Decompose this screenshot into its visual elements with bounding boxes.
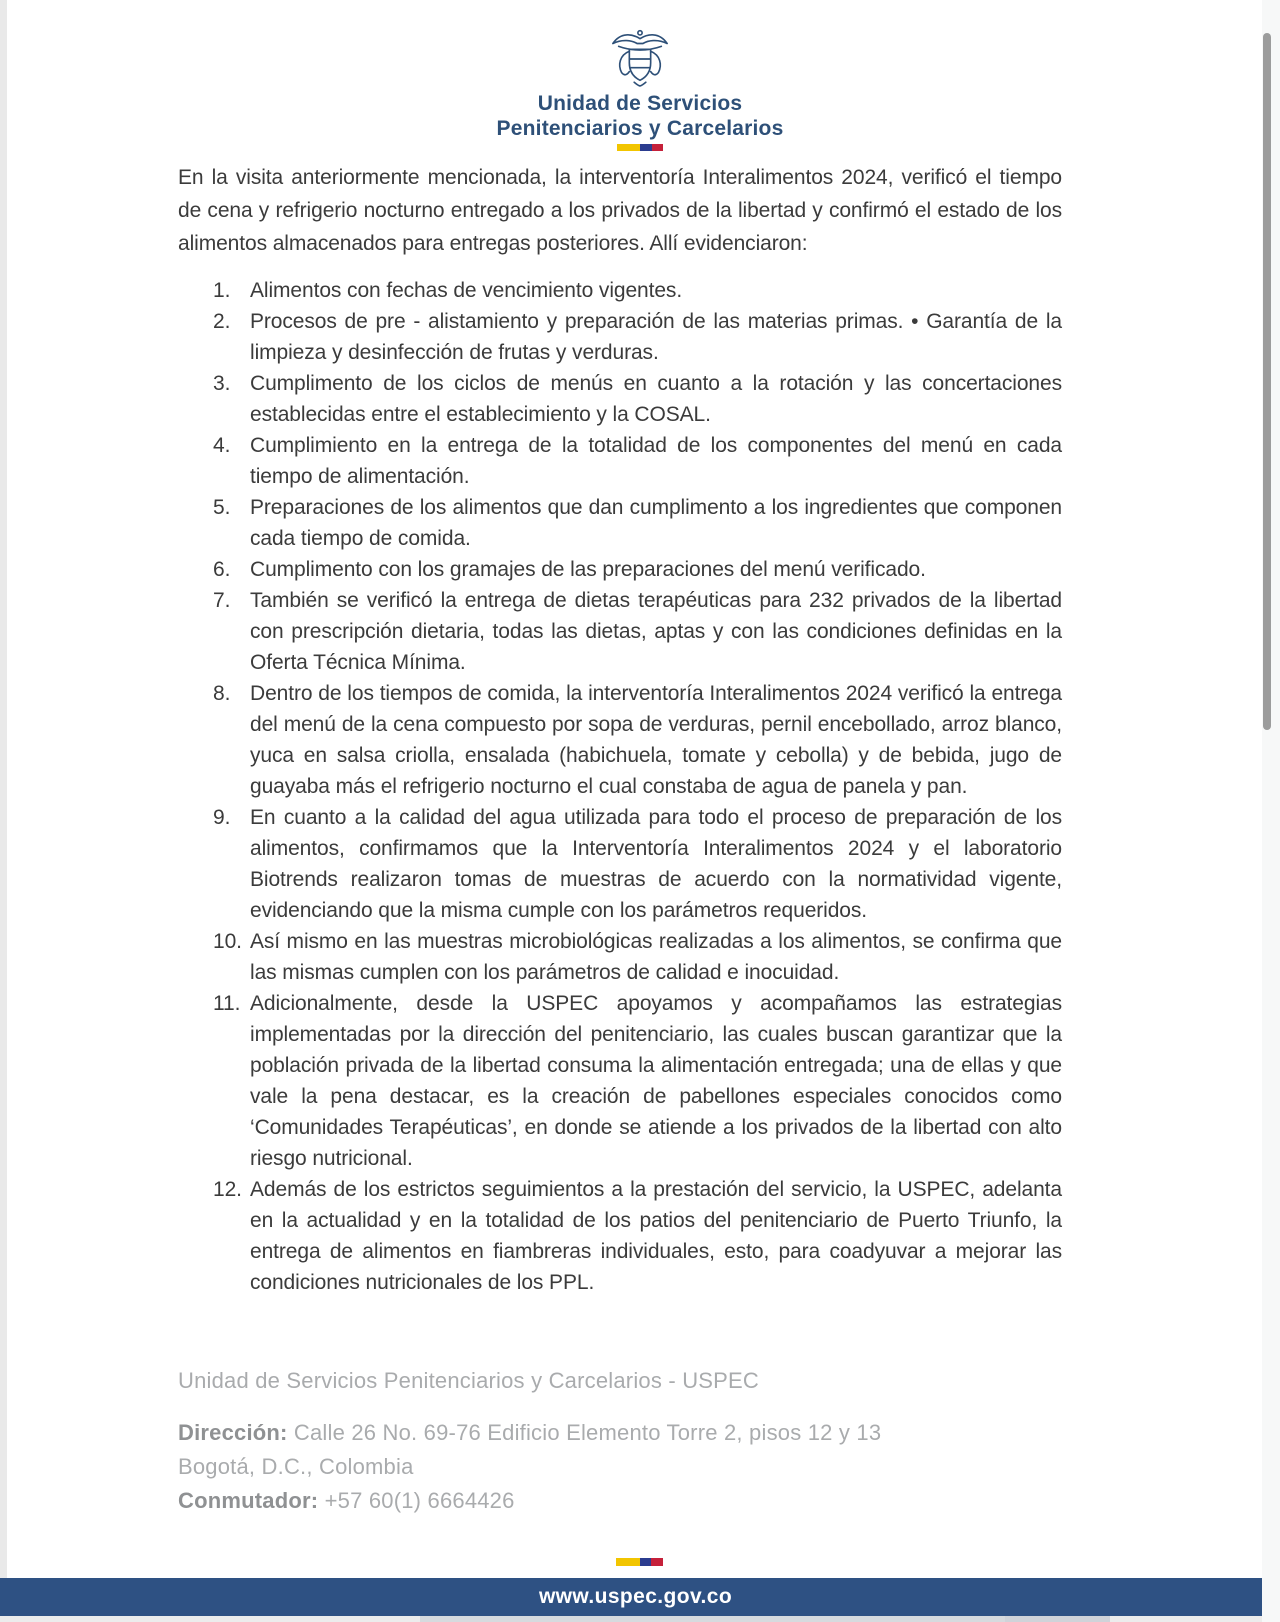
list-item-number: 10.	[213, 930, 242, 953]
list-item-number: 9.	[213, 806, 231, 829]
list-item-text: Así mismo en las muestras microbiológicas realizadas a los alimentos, se confirma que las mismas cumplen con los parámetros de calidad e inocuidad.	[250, 930, 1062, 984]
list-item-number: 2.	[213, 310, 231, 333]
list-item-text: Cumplimento con los gramajes de las preparaciones del menú verificado.	[250, 558, 926, 581]
scrollbar-thumb[interactable]	[1263, 33, 1271, 730]
list-item-number: 7.	[213, 589, 231, 612]
list-item-text: Procesos de pre - alistamiento y preparación de las materias primas. • Garantía de la limpieza y desinfección de frutas y verduras.	[250, 310, 1062, 364]
address-value: Calle 26 No. 69-76 Edificio Elemento Torre 2, pisos 12 y 13	[293, 1420, 882, 1445]
list-item	[178, 368, 1062, 430]
footer-contact-block	[178, 1416, 1062, 1518]
phone-label: Conmutador:	[178, 1488, 319, 1513]
list-item-number: 6.	[213, 558, 231, 581]
list-item-text: Además de los estrictos seguimientos a la prestación del servicio, la USPEC, adelanta en la actualidad y en la totalidad de los patios del penitenciario de Puerto Triunfo, la entrega de alimentos en fiambreras individuales, esto, para coadyuvar a mejorar las condiciones nutricionales de los PPL.	[250, 1178, 1062, 1294]
list-item	[178, 988, 1062, 1174]
address-label: Dirección:	[178, 1420, 288, 1445]
bottom-edge-strip	[0, 1616, 1280, 1622]
letterhead	[0, 0, 1280, 151]
phone-value: +57 60(1) 6664426	[324, 1488, 515, 1513]
list-item-number: 3.	[213, 372, 231, 395]
list-item-number: 5.	[213, 496, 231, 519]
bottom-edge-segment	[420, 1616, 1005, 1622]
colombia-flag-icon	[616, 1558, 663, 1566]
footer-org-name: Unidad de Servicios Penitenciarios y Carcelarios - USPEC	[178, 1368, 759, 1393]
footer-phone-line	[178, 1484, 1062, 1518]
list-item-text: Adicionalmente, desde la USPEC apoyamos y acompañamos las estrategias implementadas por la dirección del penitenciario, las cuales buscan garantizar que la población privada de la libertad consuma la alimentación entregada; una de ellas y que vale la pena destacar, es la creación de pabellones especiales conocidos como ‘Comunidades Terapéuticas’, en donde se atiende a los privados de la libertad con alto riesgo nutricional.	[250, 992, 1062, 1170]
list-item-text: Dentro de los tiempos de comida, la interventoría Interalimentos 2024 verificó la entrega del menú de la cena compuesto por sopa de verduras, pernil encebollado, arroz blanco, yuca en salsa criolla, ensalada (habichuela, tomate y cebolla) y de bebida, jugo de guayaba más el refrigerio nocturno el cual constaba de agua de panela y pan.	[250, 682, 1062, 798]
list-item-number: 1.	[213, 279, 231, 302]
flag-red-stripe	[651, 1558, 663, 1566]
list-item-number: 11.	[213, 992, 241, 1015]
list-item	[178, 306, 1062, 368]
findings-list	[178, 275, 1062, 1298]
colombia-coat-of-arms-icon	[608, 28, 672, 90]
list-item-text: En cuanto a la calidad del agua utilizada para todo el proceso de preparación de los alimentos, confirmamos que la Interventoría Interalimentos 2024 y el laboratorio Biotrends realizaron tomas de muestras de acuerdo con la normatividad vigente, evidenciando que la misma cumple con los parámetros requeridos.	[250, 806, 1062, 922]
flag-red-stripe	[652, 144, 664, 151]
list-item-text: Preparaciones de los alimentos que dan cumplimento a los ingredientes que componen cada tiempo de comida.	[250, 496, 1062, 550]
list-item-text: También se verificó la entrega de dietas terapéuticas para 232 privados de la libertad con prescripción dietaria, todas las dietas, aptas y con las condiciones definidas en la Oferta Técnica Mínima.	[250, 589, 1062, 674]
flag-blue-stripe	[640, 144, 652, 151]
flag-blue-stripe	[640, 1558, 652, 1566]
list-item-number: 12.	[213, 1178, 242, 1201]
website-link[interactable]: www.uspec.gov.co	[538, 1585, 733, 1608]
list-item	[178, 802, 1062, 926]
list-item-text: Cumplimiento en la entrega de la totalidad de los componentes del menú en cada tiempo de alimentación.	[250, 434, 1062, 488]
list-item-number: 4.	[213, 434, 231, 457]
list-item	[178, 678, 1062, 802]
colombia-flag-icon	[617, 144, 663, 151]
footer-city-line: Bogotá, D.C., Colombia	[178, 1454, 414, 1479]
list-item	[178, 585, 1062, 678]
list-item-text: Alimentos con fechas de vencimiento vigentes.	[250, 279, 683, 302]
list-item-text: Cumplimento de los ciclos de menús en cuanto a la rotación y las concertaciones establecidas entre el establecimiento y la COSAL.	[250, 372, 1062, 426]
website-footer-bar	[0, 1578, 1271, 1616]
org-name-line1: Unidad de Servicios	[537, 92, 743, 115]
org-name-line2: Penitenciarios y Carcelarios	[496, 117, 784, 140]
list-item	[178, 430, 1062, 492]
bottom-edge-segment	[1005, 1616, 1110, 1622]
flag-yellow-stripe	[617, 144, 640, 151]
list-item	[178, 275, 1062, 306]
list-item	[178, 1174, 1062, 1298]
flag-yellow-stripe	[616, 1558, 640, 1566]
document-body	[0, 161, 1280, 1518]
list-item	[178, 554, 1062, 585]
list-item	[178, 492, 1062, 554]
list-item-number: 8.	[213, 682, 231, 705]
intro-paragraph: En la visita anteriormente mencionada, la interventoría Interalimentos 2024, verificó el tiempo de cena y refrigerio nocturno entregado a los privados de la libertad y confirmó el estado de los alimentos almacenados para entregas posteriores. Allí evidenciaron:	[178, 166, 1062, 255]
page-edge-shadow	[0, 0, 7, 1622]
footer-address-line	[178, 1416, 1062, 1450]
list-item	[178, 926, 1062, 988]
